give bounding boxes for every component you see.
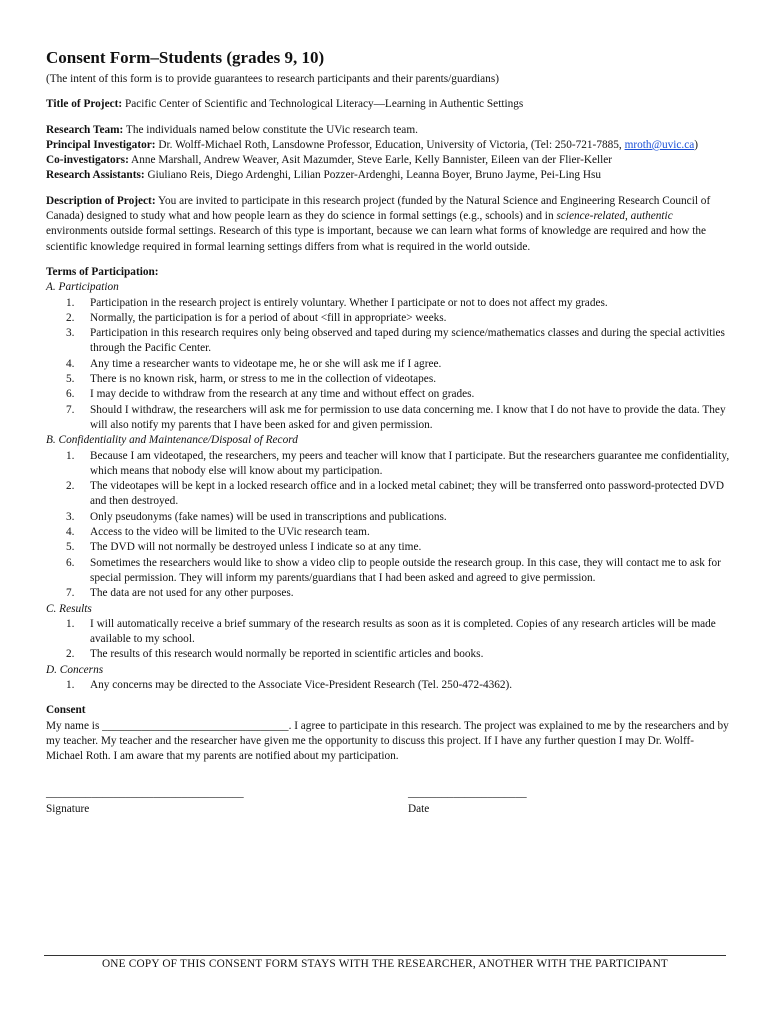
terms-list: [46, 617, 730, 663]
list-item-text: The videotapes will be kept in a locked research office and in a locked metal cabinet; they will be transferred onto password-protected DVD and then destroyed.: [90, 480, 725, 508]
list-item-number: 1.: [66, 296, 75, 309]
list-item: [46, 678, 730, 693]
signature-block[interactable]: [46, 786, 244, 817]
list-item: [46, 372, 730, 387]
list-item-text: I may decide to withdraw from the research at any time and without effect on grades.: [90, 388, 475, 401]
list-item-text: There is no known risk, harm, or stress to me in the collection of videotapes.: [90, 373, 437, 386]
list-item-number: 4.: [66, 357, 75, 370]
terms-section-title: A. Participation: [46, 281, 119, 294]
terms-heading: [46, 265, 730, 280]
consent-heading-text: Consent: [46, 704, 86, 717]
pi-value: Dr. Wolff-Michael Roth, Lansdowne Professor, Education, University of Victoria, (Tel: 250-721-7885,: [158, 138, 622, 151]
date-line: _____________________: [408, 787, 527, 800]
terms-section-title: D. Concerns: [46, 663, 104, 676]
list-item-number: 2.: [66, 480, 75, 493]
ra-label: Research Assistants:: [46, 169, 145, 182]
list-item-number: 7.: [66, 403, 75, 416]
list-item: [46, 556, 730, 587]
date-label: Date: [408, 802, 430, 815]
project-title-value: Pacific Center of Scientific and Technological Literacy—Learning in Authentic Settings: [124, 98, 524, 111]
list-item: [46, 617, 730, 648]
list-item-number: 1.: [66, 678, 75, 691]
list-item-text: The DVD will not normally be destroyed unless I indicate so at any time.: [90, 541, 422, 554]
pi-label: Principal Investigator:: [46, 138, 156, 151]
list-item: [46, 326, 730, 357]
list-item: [46, 479, 730, 510]
intent-note: (The intent of this form is to provide guarantees to research participants and their parents/guardians): [46, 73, 499, 85]
list-item-text: I will automatically receive a brief summary of the research results as soon as it is completed. Copies of any research articles will be made available to my school.: [90, 617, 716, 646]
list-item: [46, 647, 730, 662]
description-text-italic: science-related, authentic: [556, 210, 673, 223]
description-text-2: environments outside formal settings. Research of this type is important, because we can learn what forms of knowledge are required and how the scientific knowledge required in formal learning settings differs from what is required in the world outside.: [46, 225, 707, 253]
signature-row: [46, 786, 730, 826]
terms-sections: [46, 280, 730, 693]
list-item-number: 1.: [66, 449, 75, 462]
list-item-text: Sometimes the researchers would like to show a video clip to people outside the research group. In this case, they will contact me to ask for special permission. They will inform my parents/guardians that I had been asked and agreed to give permission.: [90, 556, 721, 584]
terms-list: [46, 678, 730, 693]
terms-section-title: C. Results: [46, 602, 92, 615]
list-item-number: 1.: [66, 617, 75, 630]
consent-heading: [46, 703, 730, 718]
co-label: Co-investigators:: [46, 154, 129, 167]
research-team: [46, 123, 730, 138]
list-item: [46, 510, 730, 525]
terms-list: [46, 449, 730, 602]
list-item-text: Participation in the research project is entirely voluntary. Whether I participate or not to does not affect my grades.: [90, 296, 608, 309]
list-item: [46, 311, 730, 326]
list-item-number: 6.: [66, 388, 75, 401]
co-investigators: [46, 153, 730, 168]
research-team-value: The individuals named below constitute the UVic research team.: [125, 123, 418, 136]
list-item-text: Any time a researcher wants to videotape me, he or she will ask me if I agree.: [90, 357, 442, 370]
footer-note: ONE COPY OF THIS CONSENT FORM STAYS WITH THE RESEARCHER, ANOTHER WITH THE PARTICIPANT: [101, 958, 669, 970]
consent-form: [46, 48, 730, 826]
list-item-number: 4.: [66, 526, 75, 539]
terms-list: [46, 296, 730, 434]
signature-line: ___________________________________: [46, 787, 244, 800]
principal-investigator: [46, 138, 730, 153]
list-item-number: 3.: [66, 327, 75, 340]
list-item: [46, 296, 730, 311]
list-item-number: 7.: [66, 587, 75, 600]
pi-close: ): [694, 138, 699, 151]
list-item-number: 5.: [66, 541, 75, 554]
terms-heading-text: Terms of Participation:: [46, 265, 159, 278]
list-item-text: Should I withdraw, the researchers will ask me for permission to use data concerning me. I know that I do not have to provide the data. They will also notify my parents that I have been asked for and given permission.: [90, 403, 726, 431]
project-title-label: Title of Project:: [46, 98, 123, 111]
list-item: [46, 525, 730, 540]
page-title: Consent Form–Students (grades 9, 10): [46, 48, 325, 67]
signature-label: Signature: [46, 802, 90, 815]
consent-statement: My name is _________________________________. I agree to participate in this research. The project was explained to me by the researchers and by my teacher. My teacher and the researcher have given me the opportunity to discuss this project. If I have any further question I may Dr. Wolff-Michael Roth. I am aware that my parents are notified about my participation.: [46, 719, 729, 763]
pi-email-link[interactable]: mroth@uvic.ca: [624, 138, 695, 151]
list-item: [46, 540, 730, 555]
list-item-number: 2.: [66, 311, 75, 324]
list-item-text: Any concerns may be directed to the Associate Vice-President Research (Tel. 250-472-4362).: [90, 678, 513, 691]
list-item-text: Access to the video will be limited to the UVic research team.: [90, 526, 370, 539]
research-assistants: [46, 168, 730, 183]
list-item-text: Participation in this research requires only being observed and taped during my science/mathematics classes and during the special activities through the Pacific Center.: [90, 327, 725, 355]
list-item-text: Only pseudonyms (fake names) will be used in transcriptions and publications.: [90, 510, 447, 523]
description-text-1: You are invited to participate in this research project (funded by the Natural Science and Engineering Research Council of Canada) designed to study what and how people learn as they do science in formal settings (e.g., schools) and in: [46, 194, 711, 223]
list-item-number: 3.: [66, 510, 75, 523]
list-item-text: The data are not used for any other purposes.: [90, 587, 294, 600]
list-item: [46, 449, 730, 480]
date-block[interactable]: [408, 786, 527, 817]
list-item: [46, 403, 730, 434]
list-item-text: Because I am videotaped, the researchers, my peers and teacher will know that I participate. But the researchers guarantee me confidentiality, which means that nobody else will know about my participation.: [90, 449, 730, 477]
terms-section-title: B. Confidentiality and Maintenance/Disposal of Record: [46, 434, 298, 447]
co-value: Anne Marshall, Andrew Weaver, Asit Mazumder, Steve Earle, Kelly Bannister, Eileen van der Flier-Keller: [131, 154, 613, 167]
list-item: [46, 586, 730, 601]
list-item-text: Normally, the participation is for a period of about <fill in appropriate> weeks.: [90, 311, 447, 324]
list-item-number: 6.: [66, 556, 75, 569]
research-team-label: Research Team:: [46, 123, 124, 136]
ra-value: Giuliano Reis, Diego Ardenghi, Lilian Pozzer-Ardenghi, Leanna Boyer, Bruno Jayme, Pei-Ling Hsu: [147, 169, 602, 182]
list-item: [46, 387, 730, 402]
list-item-number: 5.: [66, 373, 75, 386]
project-title: [46, 97, 730, 112]
footer-divider: [44, 955, 726, 956]
list-item-text: The results of this research would normally be reported in scientific articles and books.: [90, 648, 484, 661]
project-description: [46, 194, 730, 255]
list-item-number: 2.: [66, 648, 75, 661]
description-label: Description of Project:: [46, 194, 156, 207]
list-item: [46, 357, 730, 372]
